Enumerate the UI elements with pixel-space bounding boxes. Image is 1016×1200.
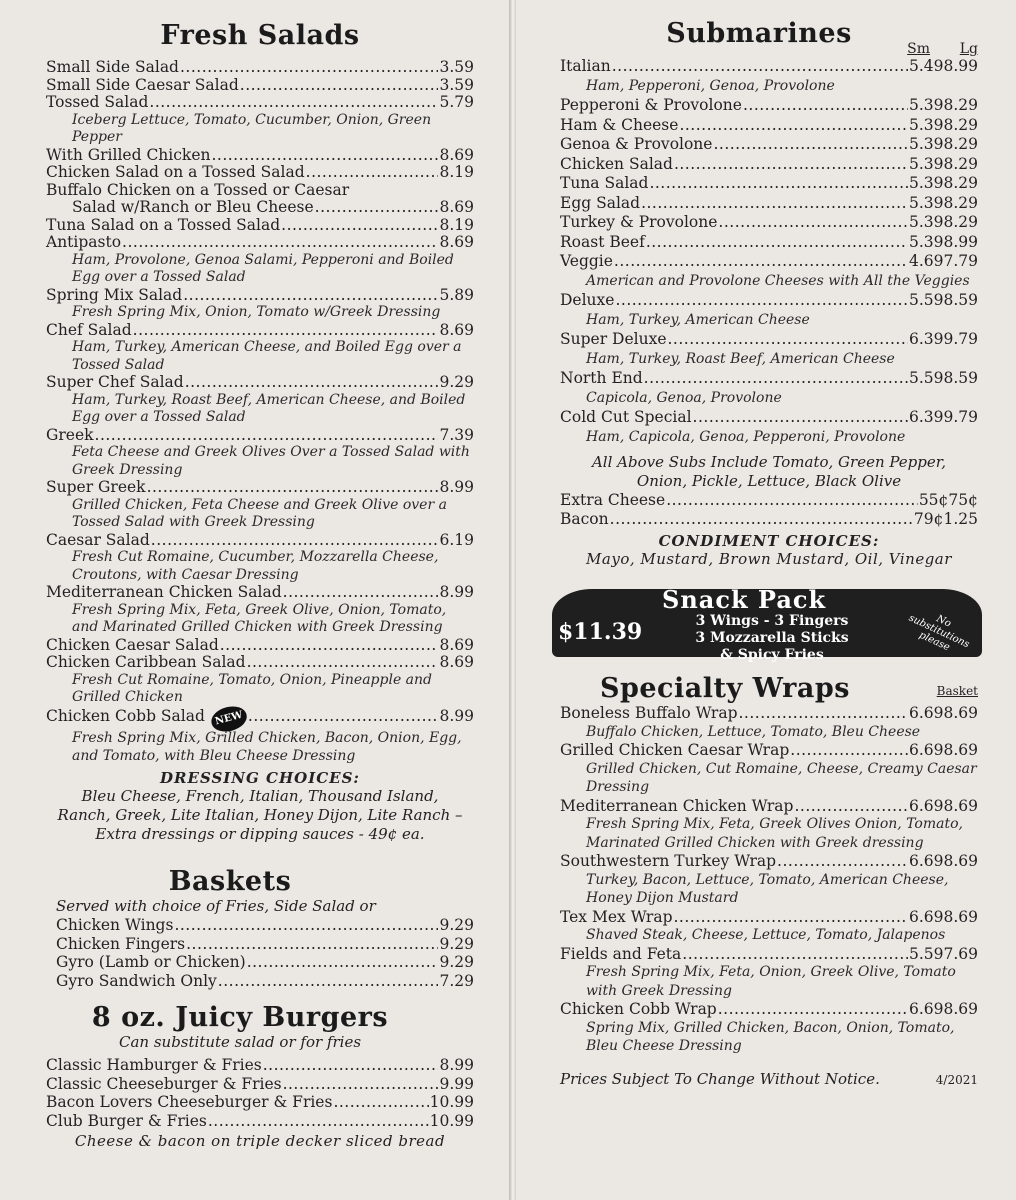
item-name: Egg Salad xyxy=(560,193,641,212)
dot-leader xyxy=(247,654,439,672)
item-name: Roast Beef xyxy=(560,232,645,251)
baskets-title: Baskets xyxy=(168,866,292,897)
item-name: Italian xyxy=(560,57,611,75)
dot-leader xyxy=(718,1000,908,1019)
dot-leader xyxy=(649,174,908,194)
item-name: Chicken Cobb Wrap xyxy=(560,1000,717,1018)
item-price-2: 8.69 xyxy=(943,704,978,722)
menu-item-row xyxy=(46,1112,474,1131)
dot-leader xyxy=(713,135,908,155)
item-name: Extra Cheese xyxy=(560,491,666,509)
item-description: Grilled Chicken, Cut Romaine, Cheese, Creamy Caesar Dressing xyxy=(586,760,977,795)
menu-item-row xyxy=(46,584,474,602)
snack-title: Snack Pack xyxy=(662,585,827,614)
item-description: Ham, Capicola, Genoa, Pepperoni, Provolone xyxy=(586,428,906,445)
item-price-1: 6.39 xyxy=(908,408,944,426)
dot-leader xyxy=(777,852,908,871)
item-price-2: 8.69 xyxy=(943,1000,978,1018)
dot-leader xyxy=(133,322,439,340)
menu-item-row xyxy=(560,96,978,116)
item-price-1: 5.39 xyxy=(908,213,944,231)
dot-leader xyxy=(739,704,908,723)
item-name: Tuna Salad xyxy=(560,174,649,192)
item-name: Boneless Buffalo Wrap xyxy=(560,704,738,722)
item-price-1: 5.59 xyxy=(908,291,944,309)
menu-item-row xyxy=(560,57,978,77)
dot-leader xyxy=(186,935,438,954)
item-description: Fresh Spring Mix, Feta, Onion, Greek Olive, Tomato with Greek Dressing xyxy=(586,964,956,999)
dot-leader xyxy=(641,194,908,214)
wraps-title: Specialty Wraps xyxy=(600,673,850,704)
menu-item-row xyxy=(46,199,474,217)
item-price: 5.79 xyxy=(439,93,474,111)
item-price-1: 5.39 xyxy=(908,115,944,134)
dot-leader xyxy=(220,637,439,655)
item-price: 8.99 xyxy=(439,1056,474,1074)
item-price-2: 8.29 xyxy=(943,154,978,173)
dot-leader xyxy=(615,291,908,311)
salads-title: Fresh Salads xyxy=(160,20,360,51)
footer-note: Prices Subject To Change Without Notice. xyxy=(560,1069,880,1088)
dot-leader xyxy=(247,953,439,972)
menu-date: 4/2021 xyxy=(935,1072,978,1087)
item-name: Tex Mex Wrap xyxy=(560,907,673,926)
menu-item-row xyxy=(560,155,978,175)
menu-item-row xyxy=(46,479,474,497)
dot-leader xyxy=(315,199,439,217)
item-price: 8.69 xyxy=(439,635,474,654)
item-description: Feta Cheese and Greek Olives Over a Tossed Salad with Greek Dressing xyxy=(72,444,470,478)
item-price-1: 6.69 xyxy=(908,852,944,870)
menu-item-row xyxy=(46,164,474,182)
dressing-text: Bleu Cheese, French, Italian, Thousand Island, Ranch, Greek, Lite Italian, Honey Dijon, Lite Ranch – Extra dressings or dipping sauces - 49¢ ea. xyxy=(57,787,463,843)
item-price-2: 1.25 xyxy=(943,509,978,528)
item-price: 10.99 xyxy=(429,1093,474,1111)
sm-label: Sm xyxy=(907,41,930,57)
dot-leader xyxy=(281,217,438,235)
item-name: Chicken Salad xyxy=(560,154,673,173)
item-price-1: 5.59 xyxy=(908,944,944,963)
dot-leader xyxy=(211,147,438,165)
dot-leader xyxy=(218,972,439,991)
menu-item-row xyxy=(560,908,978,927)
menu-item-row xyxy=(46,1093,474,1112)
item-name: Pepperoni & Provolone xyxy=(560,96,742,114)
item-price: 8.69 xyxy=(439,145,474,164)
item-price: 8.69 xyxy=(439,653,474,671)
item-name: Greek xyxy=(46,425,94,444)
item-name: Classic Cheeseburger & Fries xyxy=(46,1074,282,1093)
item-description: Fresh Spring Mix, Onion, Tomato w/Greek Dressing xyxy=(72,304,441,320)
item-price-2: 8.59 xyxy=(943,369,978,387)
menu-item-row xyxy=(46,77,474,95)
item-description: Ham, Turkey, Roast Beef, American Cheese, and Boiled Egg over a Tossed Salad xyxy=(72,391,466,425)
dot-leader xyxy=(610,510,913,529)
item-description: Ham, Provolone, Genoa Salami, Pepperoni and Boiled Egg over a Tossed Salad xyxy=(72,251,454,285)
item-price-1: 5.39 xyxy=(908,174,944,192)
baskets-note: Served with choice of Fries, Side Salad or xyxy=(56,897,376,915)
menu-item-row xyxy=(560,174,978,194)
item-name: Chicken Caribbean Salad xyxy=(46,653,246,671)
menu-item-row xyxy=(560,194,978,214)
menu-item-row xyxy=(560,945,978,964)
dot-leader xyxy=(333,1093,428,1112)
menu-item-row xyxy=(46,427,474,445)
prices-footer xyxy=(560,1070,978,1088)
item-price-1: 5.39 xyxy=(908,154,944,173)
item-name: Turkey & Provolone xyxy=(560,213,718,231)
snack-items xyxy=(662,613,882,664)
dot-leader xyxy=(718,213,908,233)
menu-item-row xyxy=(560,291,978,311)
item-name: Super Greek xyxy=(46,478,146,496)
item-price-2: 8.99 xyxy=(943,232,978,251)
menu-item-row xyxy=(46,374,474,392)
menu-item-row xyxy=(46,532,474,550)
dot-leader xyxy=(122,234,438,252)
item-name: Bacon Lovers Cheeseburger & Fries xyxy=(46,1093,333,1111)
menu-item-row xyxy=(560,369,978,389)
item-name: Classic Hamburger & Fries xyxy=(46,1056,262,1074)
item-price: 3.59 xyxy=(439,58,474,76)
item-description: Ham, Turkey, American Cheese xyxy=(586,311,810,328)
snack-line-2: 3 Mozzarella Sticks xyxy=(695,630,849,646)
item-price-1: 6.69 xyxy=(908,741,944,759)
menu-item-row xyxy=(46,1075,474,1094)
dot-leader xyxy=(248,708,439,726)
item-price-1: 5.59 xyxy=(908,369,944,387)
menu-item-row xyxy=(46,234,474,252)
salads-list xyxy=(46,59,474,765)
item-price: 6.19 xyxy=(439,530,474,549)
dot-leader xyxy=(208,1112,429,1131)
item-price: 8.19 xyxy=(439,215,474,234)
item-name: Spring Mix Salad xyxy=(46,285,183,304)
condiment-title: CONDIMENT CHOICES: xyxy=(658,532,880,550)
item-name: Chicken Wings xyxy=(56,916,174,934)
dot-leader xyxy=(263,1056,439,1075)
item-description: Ham, Turkey, Roast Beef, American Cheese xyxy=(586,350,895,367)
dot-leader xyxy=(185,374,439,392)
menu-item-row xyxy=(560,135,978,155)
dressing-title: DRESSING CHOICES: xyxy=(160,769,360,787)
burgers-note: Can substitute salad or for fries xyxy=(118,1033,362,1051)
item-price-2: 8.69 xyxy=(943,741,978,759)
menu-item-row xyxy=(560,704,978,723)
menu-item-row xyxy=(560,408,978,428)
item-name: Tuna Salad on a Tossed Salad xyxy=(46,215,281,234)
item-name: Club Burger & Fries xyxy=(46,1111,207,1130)
item-price-2: 8.69 xyxy=(943,796,978,815)
item-price-1: 5.39 xyxy=(908,96,944,114)
item-price-1: 55¢ xyxy=(918,491,949,509)
menu-item-row xyxy=(560,797,978,816)
item-description: Grilled Chicken, Feta Cheese and Greek Olive over a Tossed Salad with Greek Dressing xyxy=(72,496,447,530)
item-price-1: 4.69 xyxy=(908,252,944,270)
dot-leader xyxy=(674,155,908,175)
dot-leader xyxy=(682,945,908,964)
item-price-2: 8.29 xyxy=(943,115,978,134)
item-description: Buffalo Chicken, Lettuce, Tomato, Bleu Cheese xyxy=(586,723,921,740)
item-price: 9.99 xyxy=(439,1074,474,1093)
item-price: 8.99 xyxy=(439,583,474,601)
item-price: 9.29 xyxy=(439,916,474,934)
menu-item-row xyxy=(56,972,474,991)
dot-leader xyxy=(283,584,439,602)
item-name: Super Deluxe xyxy=(560,330,667,348)
right-menu-panel xyxy=(516,0,1016,1200)
item-price-2: 8.29 xyxy=(943,135,978,153)
item-name: North End xyxy=(560,369,643,387)
item-price: 3.59 xyxy=(439,75,474,94)
item-name: Genoa & Provolone xyxy=(560,135,713,153)
item-price-1: 79¢ xyxy=(913,509,944,528)
item-description: Capicola, Genoa, Provolone xyxy=(586,389,782,406)
condiment-text: Mayo, Mustard, Brown Mustard, Oil, Vinegar xyxy=(586,550,952,568)
item-name: Gyro (Lamb or Chicken) xyxy=(56,953,246,971)
item-name: Bacon xyxy=(560,509,609,528)
item-name: Fields and Feta xyxy=(560,944,682,963)
wraps-header xyxy=(560,673,978,704)
dot-leader xyxy=(794,797,908,816)
dot-leader xyxy=(183,287,438,305)
dot-leader xyxy=(668,330,908,350)
item-price: 8.69 xyxy=(439,198,474,216)
menu-item-row xyxy=(46,94,474,112)
subs-title: Submarines xyxy=(666,18,852,49)
item-price-2: 7.79 xyxy=(943,252,978,270)
dot-leader xyxy=(306,164,439,182)
item-name: Cold Cut Special xyxy=(560,408,692,426)
snack-nosub: No substitutions please xyxy=(906,612,972,654)
menu-item-row xyxy=(560,852,978,871)
item-price: 9.29 xyxy=(439,953,474,971)
item-name: Salad w/Ranch or Bleu Cheese xyxy=(72,198,314,216)
item-price-2: 8.59 xyxy=(943,291,978,309)
item-price-2: 7.69 xyxy=(943,944,978,963)
dot-leader xyxy=(674,908,908,927)
menu-item-row xyxy=(46,637,474,655)
item-name: Ham & Cheese xyxy=(560,115,679,134)
dot-leader xyxy=(151,532,439,550)
item-description: Fresh Spring Mix, Grilled Chicken, Bacon, Onion, Egg, and Tomato, with Bleu Cheese Dressing xyxy=(72,730,462,764)
item-description: Ham, Turkey, American Cheese, and Boiled Egg over a Tossed Salad xyxy=(72,339,462,373)
item-price: 5.89 xyxy=(439,285,474,304)
menu-item-row xyxy=(46,1056,474,1075)
dot-leader xyxy=(790,741,908,760)
baskets-list xyxy=(46,916,474,990)
item-price-1: 6.39 xyxy=(908,330,944,348)
dot-leader xyxy=(614,252,908,272)
item-name: Chicken Salad on a Tossed Salad xyxy=(46,163,305,181)
snack-line-1: 3 Wings - 3 Fingers xyxy=(695,613,849,629)
menu-item-row xyxy=(46,287,474,305)
menu-item-row xyxy=(560,330,978,350)
item-description: Fresh Cut Romaine, Cucumber, Mozzarella Cheese, Croutons, with Caesar Dressing xyxy=(72,549,439,583)
item-name: Mediterranean Chicken Salad xyxy=(46,583,282,601)
item-description: American and Provolone Cheeses with All the Veggies xyxy=(586,272,970,289)
item-description: Shaved Steak, Cheese, Lettuce, Tomato, Jalapenos xyxy=(586,927,946,943)
item-price: 9.29 xyxy=(439,934,474,953)
menu-item-row xyxy=(56,953,474,972)
item-price: 8.19 xyxy=(439,163,474,181)
item-name: Small Side Salad xyxy=(46,58,179,76)
lg-label: Lg xyxy=(959,41,978,57)
item-price: 8.99 xyxy=(439,706,474,725)
item-name: Southwestern Turkey Wrap xyxy=(560,852,777,870)
item-price-1: 5.49 xyxy=(908,57,944,75)
item-description: Fresh Spring Mix, Feta, Greek Olives Onion, Tomato, Marinated Grilled Chicken with Greek dressing xyxy=(586,816,963,851)
menu-item-row xyxy=(560,491,978,510)
item-price-2: 8.69 xyxy=(943,852,978,870)
item-price-1: 5.39 xyxy=(908,232,944,251)
item-name: Veggie xyxy=(560,252,613,270)
item-description: Turkey, Bacon, Lettuce, Tomato, American Cheese, Honey Dijon Mustard xyxy=(586,871,949,906)
dot-leader xyxy=(95,427,439,445)
new-badge-icon: NEW xyxy=(208,702,249,734)
dot-leader xyxy=(666,491,918,510)
item-price-2: 9.79 xyxy=(943,330,978,348)
menu-item-row xyxy=(560,1000,978,1019)
menu-item-row xyxy=(560,116,978,136)
menu-item-row xyxy=(560,213,978,233)
menu-item-row xyxy=(56,916,474,935)
item-price-2: 75¢ xyxy=(948,491,978,509)
menu-item-row xyxy=(56,935,474,954)
item-price-1: 6.69 xyxy=(908,1000,944,1018)
snack-price: $11.39 xyxy=(558,619,643,645)
dot-leader xyxy=(147,479,439,497)
burgers-title: 8 oz. Juicy Burgers xyxy=(91,1002,389,1033)
item-price: 9.29 xyxy=(439,373,474,391)
menu-item-row xyxy=(46,182,474,200)
item-name: Gyro Sandwich Only xyxy=(56,971,217,990)
item-name: Chicken Fingers xyxy=(56,934,186,953)
dot-leader xyxy=(149,94,438,112)
item-name: Buffalo Chicken on a Tossed or Caesar xyxy=(46,180,350,199)
item-price-2: 9.79 xyxy=(943,408,978,426)
item-price-2: 8.29 xyxy=(943,96,978,114)
item-name: Grilled Chicken Caesar Wrap xyxy=(560,741,790,759)
item-price-1: 5.39 xyxy=(908,193,944,212)
item-price-1: 6.69 xyxy=(908,796,944,815)
item-name: Small Side Caesar Salad xyxy=(46,75,239,94)
menu-item-row xyxy=(560,252,978,272)
item-name: Chicken Cobb Salad xyxy=(46,706,205,725)
subs-extras-list xyxy=(560,491,978,528)
item-description: Spring Mix, Grilled Chicken, Bacon, Onion, Tomato, Bleu Cheese Dressing xyxy=(586,1019,955,1054)
item-price: 10.99 xyxy=(429,1111,474,1130)
dot-leader xyxy=(644,369,908,389)
item-price-2: 8.29 xyxy=(943,193,978,212)
item-price: 7.39 xyxy=(439,425,474,444)
menu-item-row xyxy=(560,741,978,760)
menu-item-row xyxy=(560,510,978,529)
item-name: Antipasto xyxy=(46,233,122,251)
item-price-1: 6.69 xyxy=(908,907,944,926)
item-name: Caesar Salad xyxy=(46,530,150,549)
item-description: Ham, Pepperoni, Genoa, Provolone xyxy=(586,77,835,94)
item-price: 7.29 xyxy=(439,971,474,990)
item-price: 8.69 xyxy=(439,233,474,251)
menu-item-row xyxy=(46,322,474,340)
wraps-list xyxy=(560,704,978,1056)
item-price-2: 8.69 xyxy=(943,907,978,926)
item-name: Chicken Caesar Salad xyxy=(46,635,219,654)
dot-leader xyxy=(646,233,908,253)
dot-leader xyxy=(693,408,908,428)
subs-include-note: All Above Subs Include Tomato, Green Pepper, Onion, Pickle, Lettuce, Black Olive xyxy=(591,453,947,490)
dot-leader xyxy=(174,916,438,935)
dot-leader xyxy=(679,116,908,136)
item-price-2: 8.99 xyxy=(943,57,978,75)
item-name: Deluxe xyxy=(560,291,615,309)
item-description: Iceberg Lettuce, Tomato, Cucumber, Onion, Green Pepper xyxy=(72,111,432,145)
snack-pack-banner xyxy=(552,585,982,663)
item-name: Chef Salad xyxy=(46,320,132,339)
menu-item-row xyxy=(46,654,474,672)
item-description: Fresh Cut Romaine, Tomato, Onion, Pineapple and Grilled Chicken xyxy=(72,671,433,705)
item-price: 8.99 xyxy=(439,478,474,496)
item-name: With Grilled Chicken xyxy=(46,145,211,164)
dot-leader xyxy=(743,96,908,116)
burgers-list xyxy=(46,1056,474,1130)
menu-item-row xyxy=(46,217,474,235)
dot-leader xyxy=(180,59,439,77)
dot-leader xyxy=(283,1075,439,1094)
menu-item-row xyxy=(560,233,978,253)
dot-leader xyxy=(240,77,439,95)
basket-label: Basket xyxy=(936,684,978,698)
dot-leader xyxy=(612,57,908,77)
item-name: Tossed Salad xyxy=(46,93,149,111)
snack-line-3: & Spicy Fries xyxy=(720,647,824,663)
subs-list xyxy=(560,57,978,447)
burgers-footnote: Cheese & bacon on triple decker sliced bread xyxy=(74,1132,446,1150)
item-price: 8.69 xyxy=(439,320,474,339)
item-name: Mediterranean Chicken Wrap xyxy=(560,796,794,815)
item-price-1: 6.69 xyxy=(908,704,944,722)
item-price-2: 8.29 xyxy=(943,213,978,231)
menu-item-row xyxy=(46,147,474,165)
menu-item-row xyxy=(46,59,474,77)
menu-item-row xyxy=(46,707,474,731)
item-price-1: 5.39 xyxy=(908,135,944,153)
item-description: Fresh Spring Mix, Feta, Greek Olive, Onion, Tomato, and Marinated Grilled Chicken with Greek Dressing xyxy=(72,601,447,635)
item-name: Super Chef Salad xyxy=(46,373,184,391)
item-price-2: 8.29 xyxy=(943,174,978,192)
